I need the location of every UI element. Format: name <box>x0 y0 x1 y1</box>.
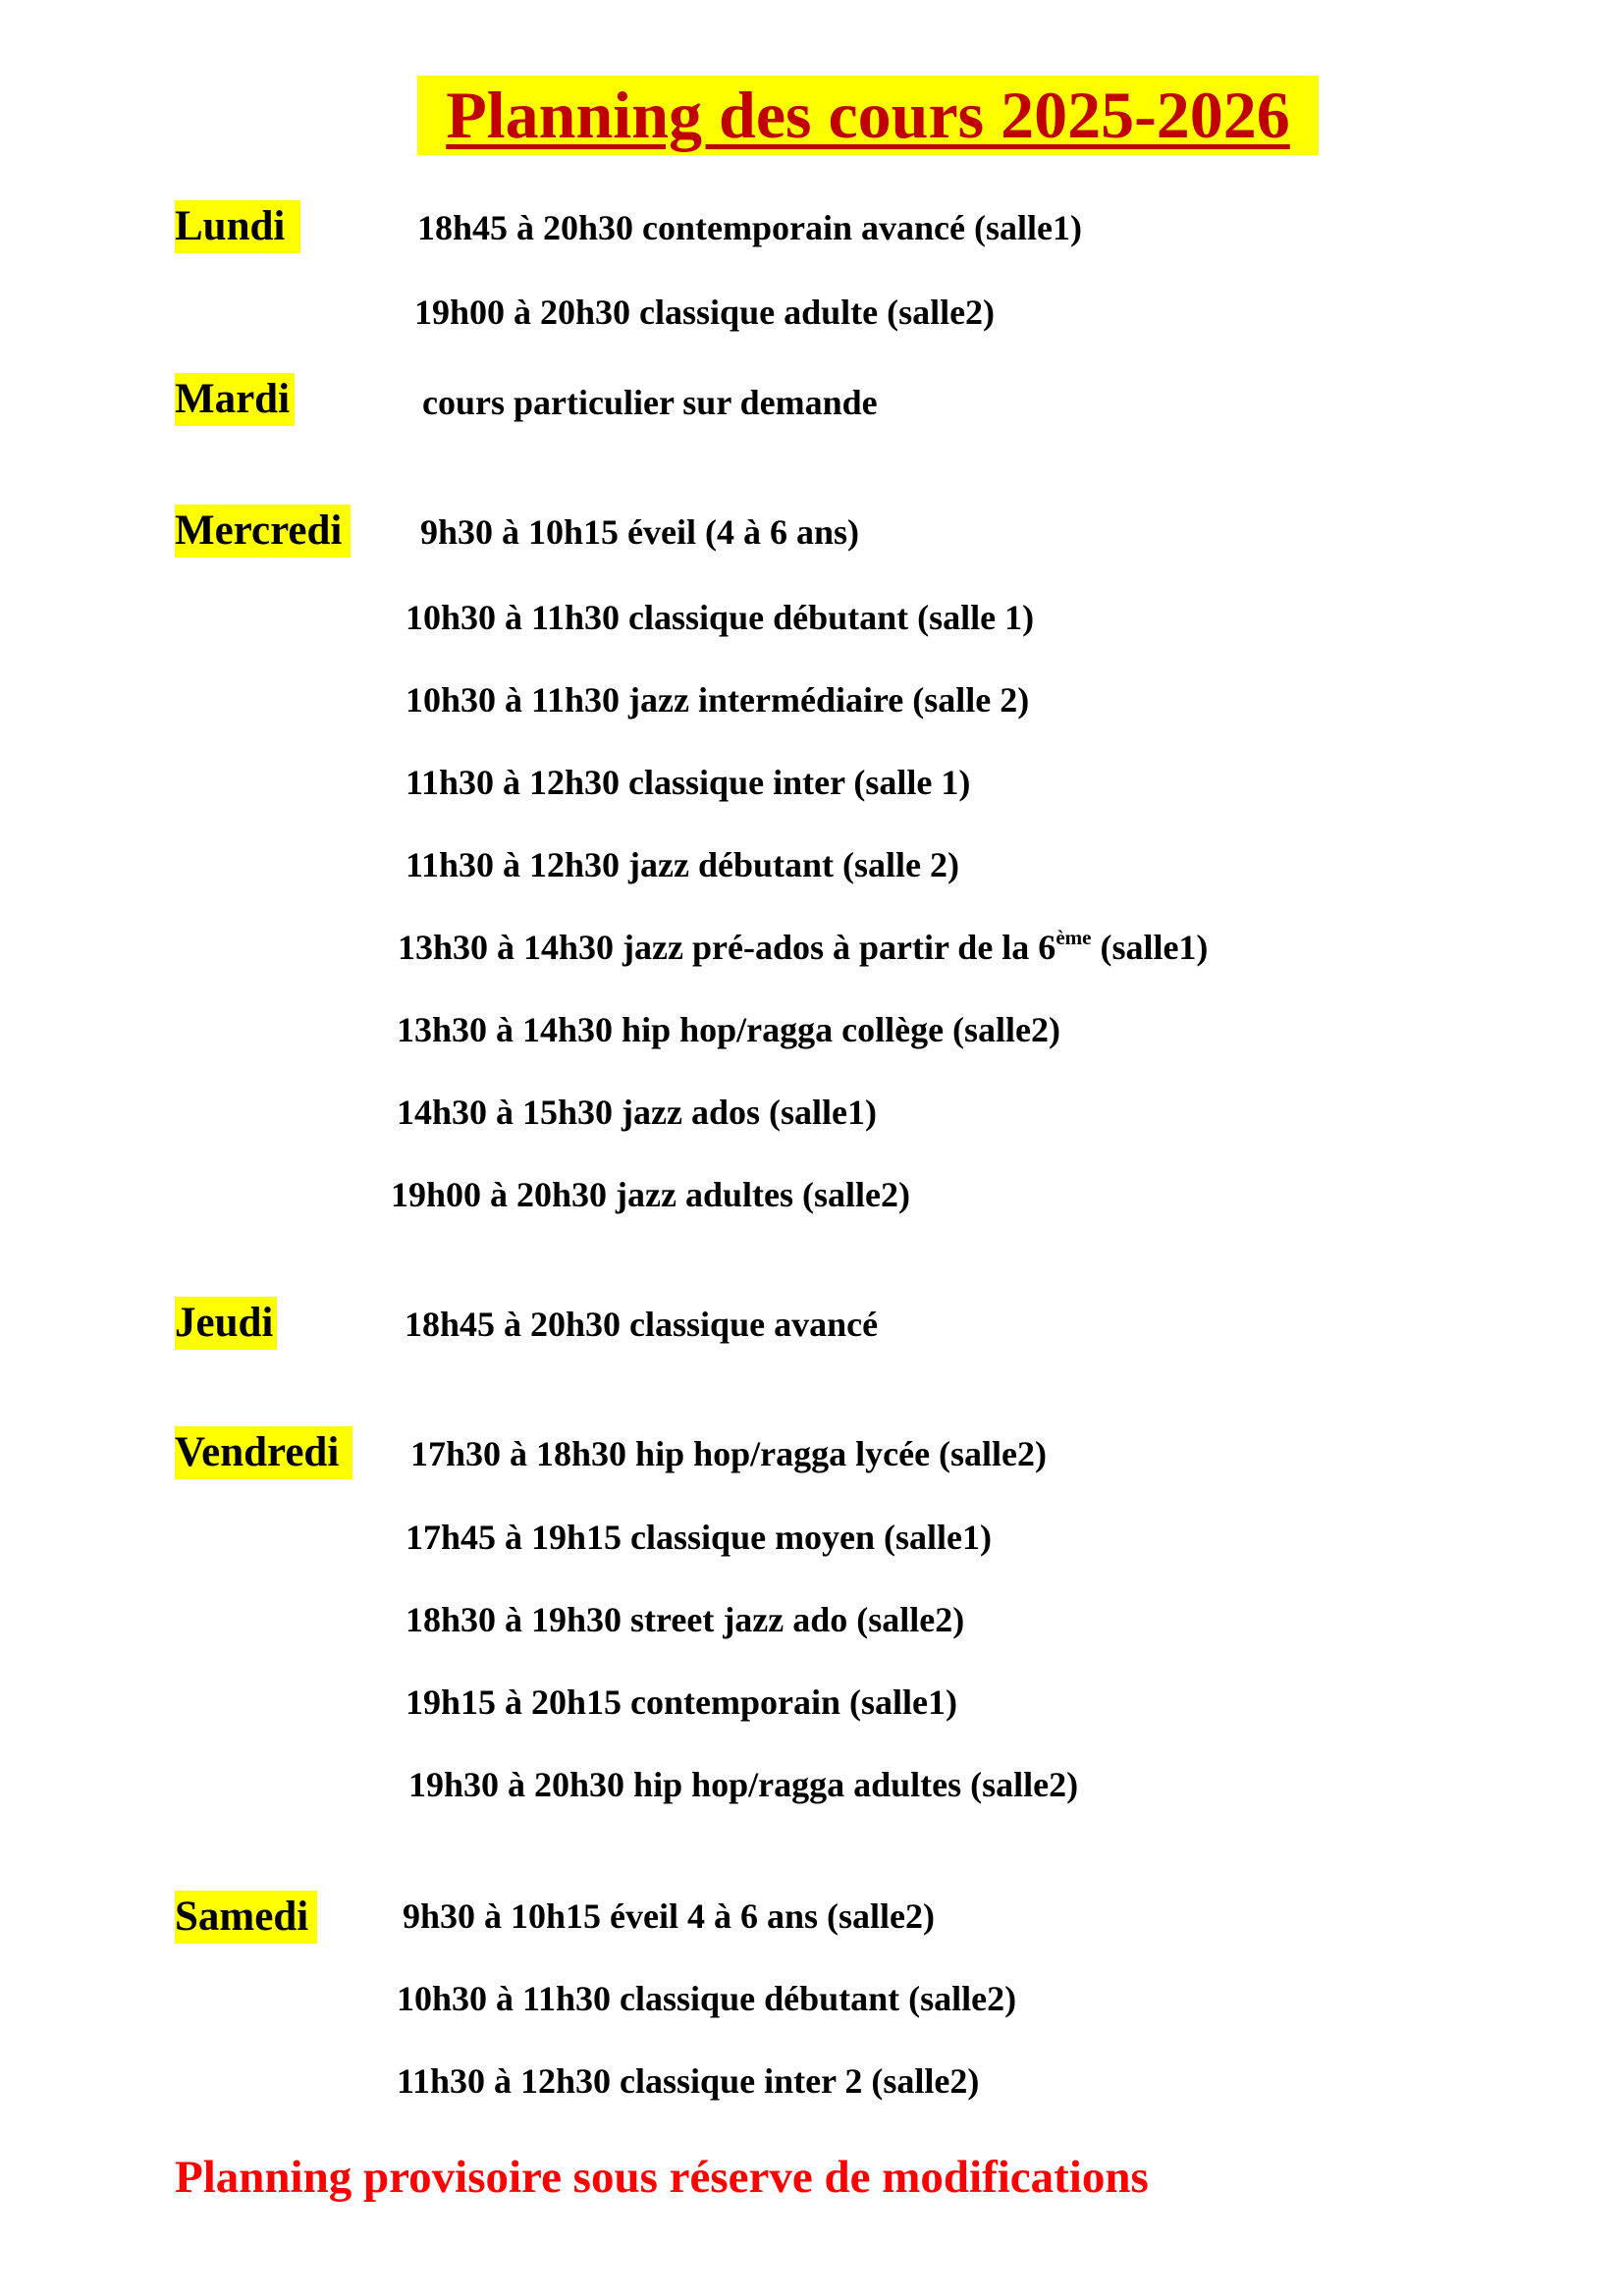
course-line-with-superscript <box>398 925 1208 970</box>
course-line: 10h30 à 11h30 classique débutant (salle2) <box>397 1979 1017 2018</box>
course-line: 9h30 à 10h15 éveil 4 à 6 ans (salle2) <box>403 1896 936 1936</box>
day-label-mardi: Mardi <box>175 373 295 426</box>
course-line: 19h00 à 20h30 classique adulte (salle2) <box>414 293 996 332</box>
course-line: 13h30 à 14h30 hip hop/ragga collège (salle2) <box>397 1010 1061 1049</box>
course-line: 14h30 à 15h30 jazz ados (salle1) <box>397 1093 877 1132</box>
provisional-notice: Planning provisoire sous réserve de modifications <box>175 2152 1149 2203</box>
ordinal-superscript: ème <box>1056 926 1092 949</box>
day-label-lundi: Lundi <box>175 200 300 253</box>
course-line: 9h30 à 10h15 éveil (4 à 6 ans) <box>420 512 860 552</box>
course-line: 17h45 à 19h15 classique moyen (salle1) <box>406 1518 993 1557</box>
course-line: cours particulier sur demande <box>422 383 878 422</box>
course-line: 18h45 à 20h30 contemporain avancé (salle1) <box>417 208 1082 247</box>
course-line: 18h30 à 19h30 street jazz ado (salle2) <box>406 1600 965 1639</box>
course-room: (salle1) <box>1091 928 1209 967</box>
day-label-vendredi: Vendredi <box>175 1426 352 1479</box>
course-line: 11h30 à 12h30 jazz débutant (salle 2) <box>406 845 960 884</box>
course-line: 19h30 à 20h30 hip hop/ragga adultes (salle2) <box>408 1765 1079 1804</box>
course-text: 13h30 à 14h30 jazz pré-ados à partir de la 6 <box>398 928 1056 967</box>
course-line: 11h30 à 12h30 classique inter (salle 1) <box>406 763 971 802</box>
course-line: 17h30 à 18h30 hip hop/ragga lycée (salle2) <box>410 1434 1048 1473</box>
course-line: 19h15 à 20h15 contemporain (salle1) <box>406 1682 957 1722</box>
course-line: 10h30 à 11h30 jazz intermédiaire (salle 2) <box>406 680 1030 720</box>
course-line: 18h45 à 20h30 classique avancé <box>405 1305 879 1344</box>
page-title: Planning des cours 2025-2026 <box>417 76 1319 155</box>
day-label-jeudi: Jeudi <box>175 1297 277 1350</box>
course-line: 10h30 à 11h30 classique débutant (salle 1) <box>406 598 1035 637</box>
day-label-samedi: Samedi <box>175 1891 317 1944</box>
day-label-mercredi: Mercredi <box>175 505 351 558</box>
course-line: 19h00 à 20h30 jazz adultes (salle2) <box>391 1175 910 1214</box>
course-line: 11h30 à 12h30 classique inter 2 (salle2) <box>397 2061 980 2101</box>
